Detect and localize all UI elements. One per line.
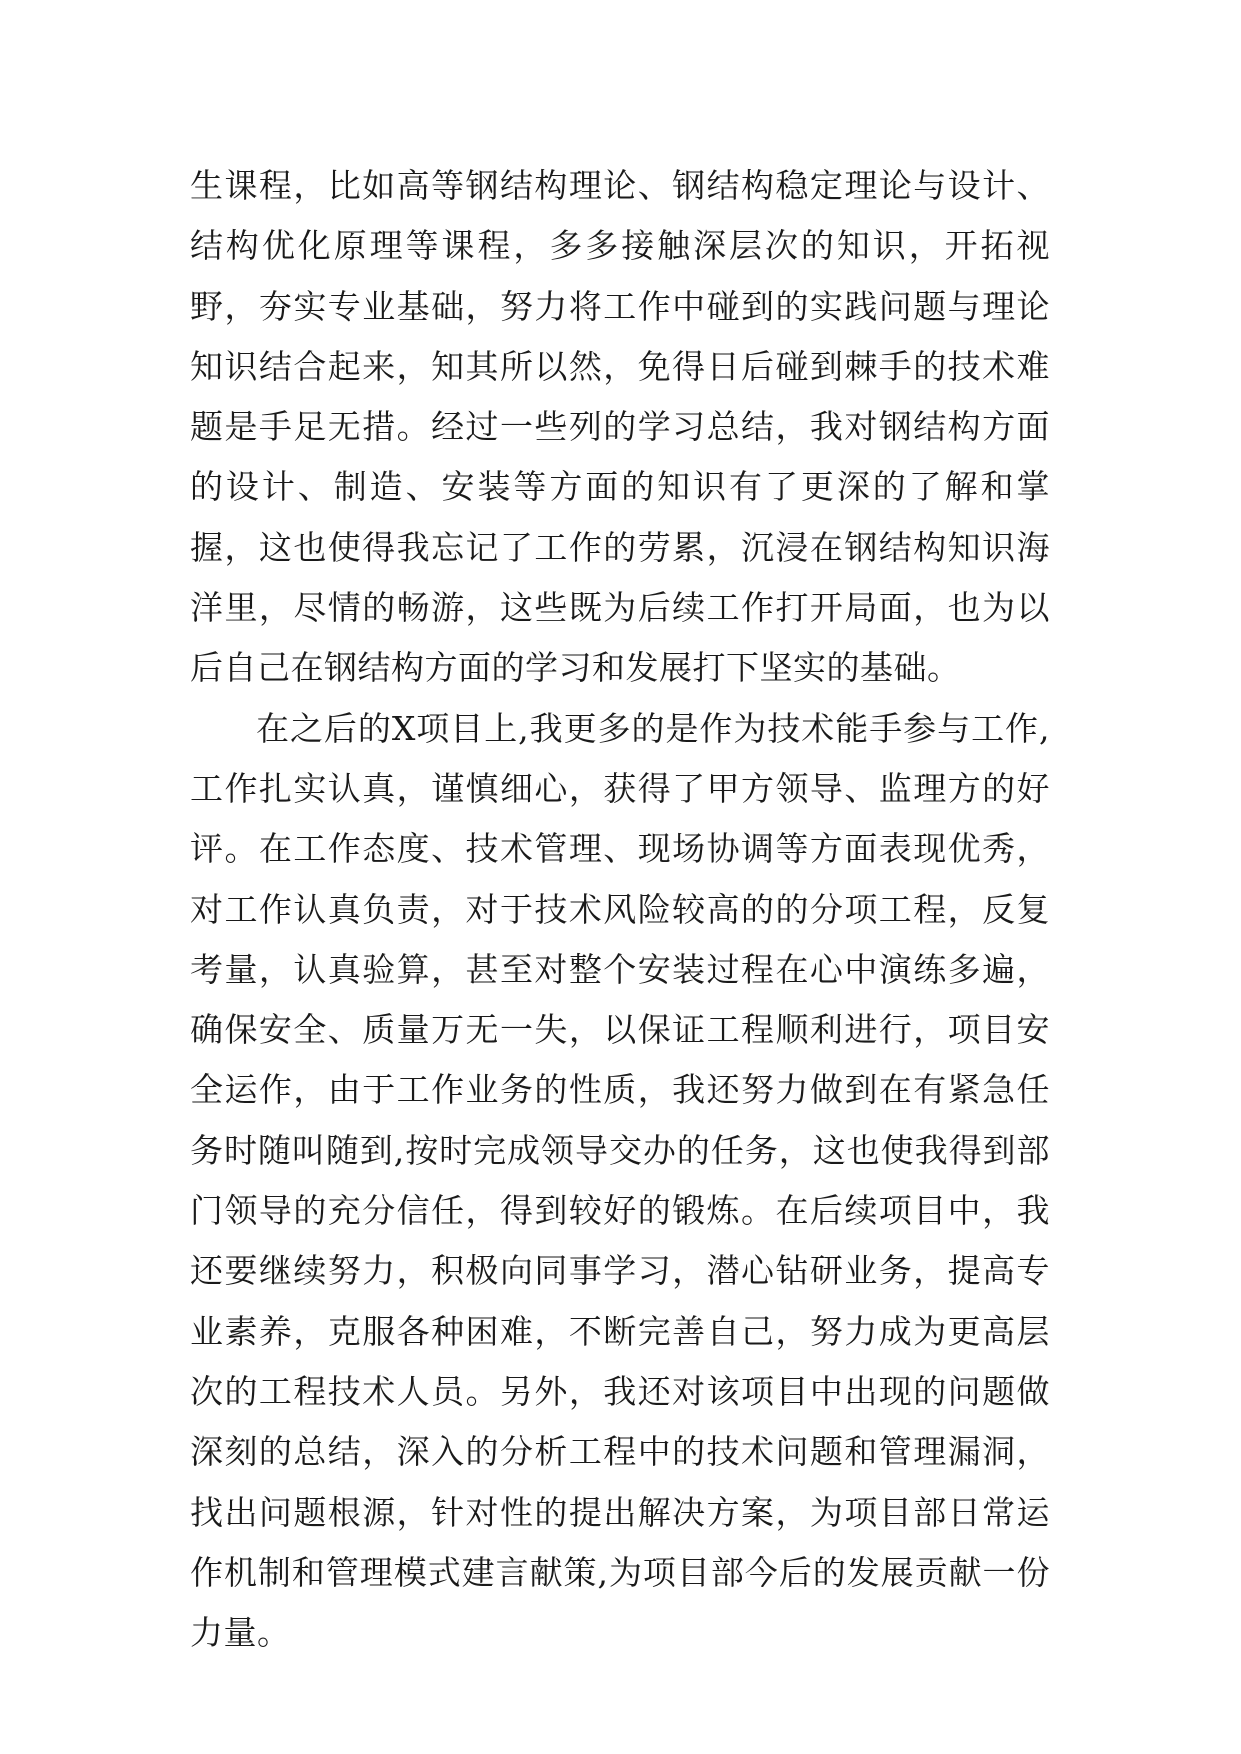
body-text xyxy=(190,156,1050,1663)
paragraph-2: 在之后的X项目上,我更多的是作为技术能手参与工作,工作扎实认真，谨慎细心，获得了甲方领导、监理方的好评。在工作态度、技术管理、现场协调等方面表现优秀，对工作认真负责，对于技术风险较高的的分项工程，反复考量，认真验算，甚至对整个安装过程在心中演练多遍，确保安全、质量万无一失，以保证工程顺利进行，项目安全运作，由于工作业务的性质，我还努力做到在有紧急任务时随叫随到,按时完成领导交办的任务，这也使我得到部门领导的充分信任，得到较好的锻炼。在后续项目中，我还要继续努力，积极向同事学习，潜心钻研业务，提高专业素养，克服各种困难，不断完善自己，努力成为更高层次的工程技术人员。另外，我还对该项目中出现的问题做深刻的总结，深入的分析工程中的技术问题和管理漏洞，找出问题根源，针对性的提出解决方案，为项目部日常运作机制和管理模式建言献策,为项目部今后的发展贡献一份力量。 xyxy=(190,708,1050,1653)
paragraph-1: 生课程，比如高等钢结构理论、钢结构稳定理论与设计、结构优化原理等课程，多多接触深层次的知识，开拓视野，夯实专业基础，努力将工作中碰到的实践问题与理论知识结合起来，知其所以然，免得日后碰到棘手的技术难题是手足无措。经过一些列的学习总结，我对钢结构方面的设计、制造、安装等方面的知识有了更深的了解和掌握，这也使得我忘记了工作的劳累，沉浸在钢结构知识海洋里，尽情的畅游，这些既为后续工作打开局面，也为以后自己在钢结构方面的学习和发展打下坚实的基础。 xyxy=(190,166,1050,688)
